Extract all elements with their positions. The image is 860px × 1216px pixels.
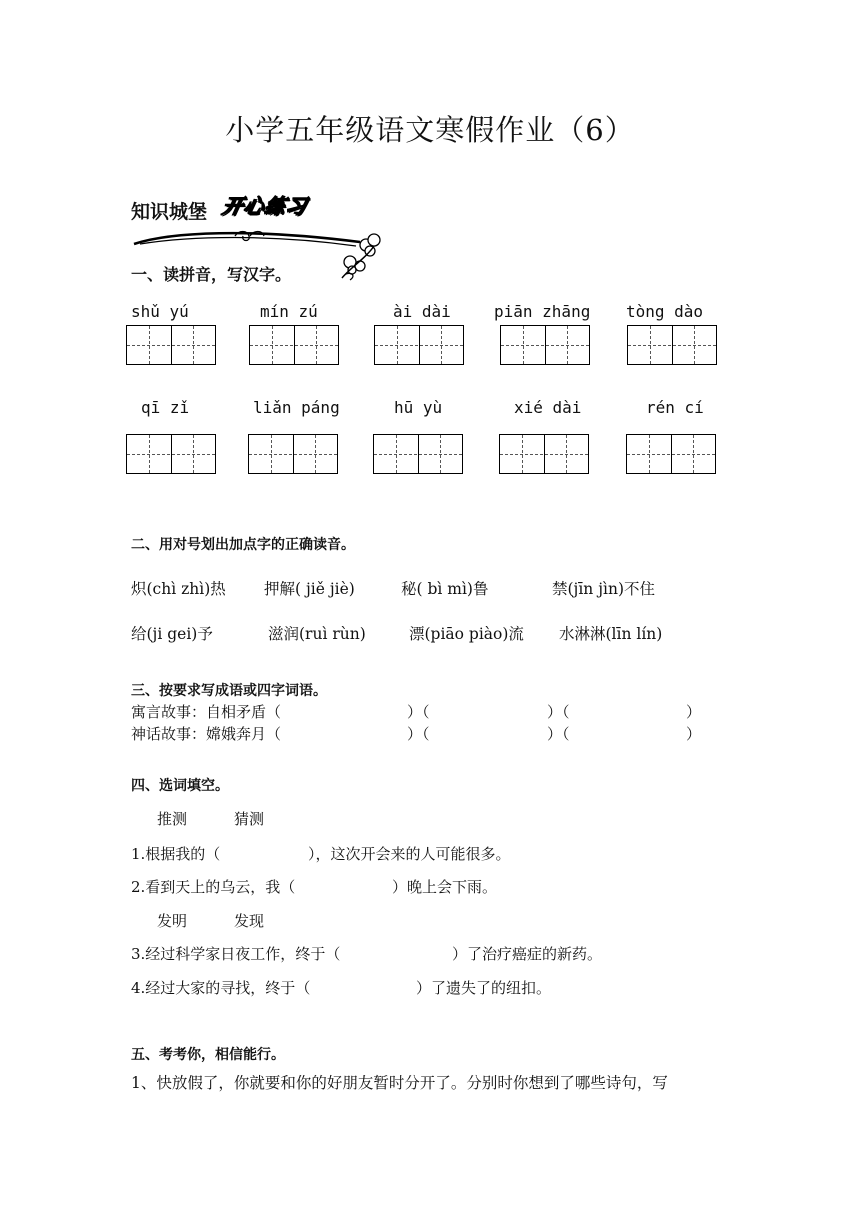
writing-grid[interactable] xyxy=(248,434,338,474)
pinyin-label: liǎn páng xyxy=(253,398,340,417)
banner-title: 知识城堡 xyxy=(131,201,208,223)
reading-choice[interactable]: 给(ji gei)予 xyxy=(131,625,213,643)
reading-choice[interactable]: 水淋淋(līn lín) xyxy=(559,625,663,643)
fill-question-suffix: ）了遗失了的纽扣。 xyxy=(416,979,552,997)
pinyin-label: ài dài xyxy=(393,302,451,321)
writing-grid[interactable] xyxy=(126,325,216,365)
fill-question-suffix: ），这次开会来的人可能很多。 xyxy=(308,845,511,863)
idiom-blank[interactable]: ） xyxy=(686,725,702,743)
idiom-blank[interactable]: ）（ xyxy=(407,703,430,721)
idiom-blank[interactable]: ）（ xyxy=(407,725,430,743)
word-option: 发明 xyxy=(157,912,188,930)
fill-question-suffix: ）晚上会下雨。 xyxy=(392,878,498,896)
section5-heading: 五、考考你，相信能行。 xyxy=(131,1047,285,1063)
pinyin-label: shǔ yú xyxy=(131,302,189,321)
reading-choice[interactable]: 秘( bì mì)鲁 xyxy=(401,580,489,598)
idiom-blank[interactable]: ） xyxy=(686,703,702,721)
fill-question-prefix: 3.经过科学家日夜工作，终于（ xyxy=(131,945,341,963)
page-title: 小学五年级语文寒假作业（6） xyxy=(225,113,635,147)
section1-heading: 一、读拼音，写汉字。 xyxy=(131,265,292,284)
pinyin-label: piān zhāng xyxy=(494,302,591,321)
pinyin-label: xié dài xyxy=(514,398,582,417)
fill-question-prefix: 2.看到天上的乌云，我（ xyxy=(131,878,296,896)
reading-choice[interactable]: 滋润(ruì rùn) xyxy=(268,625,366,643)
idiom-blank[interactable]: ）（ xyxy=(547,725,570,743)
section4-heading: 四、选词填空。 xyxy=(131,778,229,794)
fill-question-suffix: ）了治疗癌症的新药。 xyxy=(452,945,603,963)
pinyin-label: mín zú xyxy=(260,302,318,321)
section3-heading: 三、按要求写成语或四字词语。 xyxy=(131,683,327,699)
banner-script-text: 开心练习 xyxy=(220,194,310,218)
writing-grid[interactable] xyxy=(126,434,216,474)
writing-grid[interactable] xyxy=(500,325,590,365)
pinyin-label: qī zǐ xyxy=(141,398,190,417)
reading-choice[interactable]: 禁(jīn jìn)不住 xyxy=(552,580,656,598)
fill-question-prefix: 4.经过大家的寻找，终于（ xyxy=(131,979,311,997)
idiom-prompt: 神话故事：嫦娥奔月（ xyxy=(131,725,282,743)
writing-grid[interactable] xyxy=(627,325,717,365)
idiom-prompt: 寓言故事：自相矛盾（ xyxy=(131,703,282,721)
writing-grid[interactable] xyxy=(373,434,463,474)
section2-heading: 二、用对号划出加点字的正确读音。 xyxy=(131,537,355,553)
pinyin-label: tòng dào xyxy=(626,302,704,321)
pinyin-label: rén cí xyxy=(646,398,704,417)
word-option: 发现 xyxy=(234,912,265,930)
reading-choice[interactable]: 押解( jiě jiè) xyxy=(264,580,355,598)
word-option: 推测 xyxy=(157,810,188,828)
reading-choice[interactable]: 漂(piāo piào)流 xyxy=(409,625,524,643)
writing-grid[interactable] xyxy=(374,325,464,365)
writing-grid[interactable] xyxy=(626,434,716,474)
fill-question-prefix: 1.根据我的（ xyxy=(131,845,221,863)
pinyin-label: hū yù xyxy=(394,398,443,417)
writing-grid[interactable] xyxy=(499,434,589,474)
question-text: 1、快放假了，你就要和你的好朋友暂时分开了。分别时你想到了哪些诗句，写 xyxy=(131,1074,668,1092)
idiom-blank[interactable]: ）（ xyxy=(547,703,570,721)
word-option: 猜测 xyxy=(234,810,265,828)
reading-choice[interactable]: 炽(chì zhì)热 xyxy=(131,580,226,598)
writing-grid[interactable] xyxy=(249,325,339,365)
